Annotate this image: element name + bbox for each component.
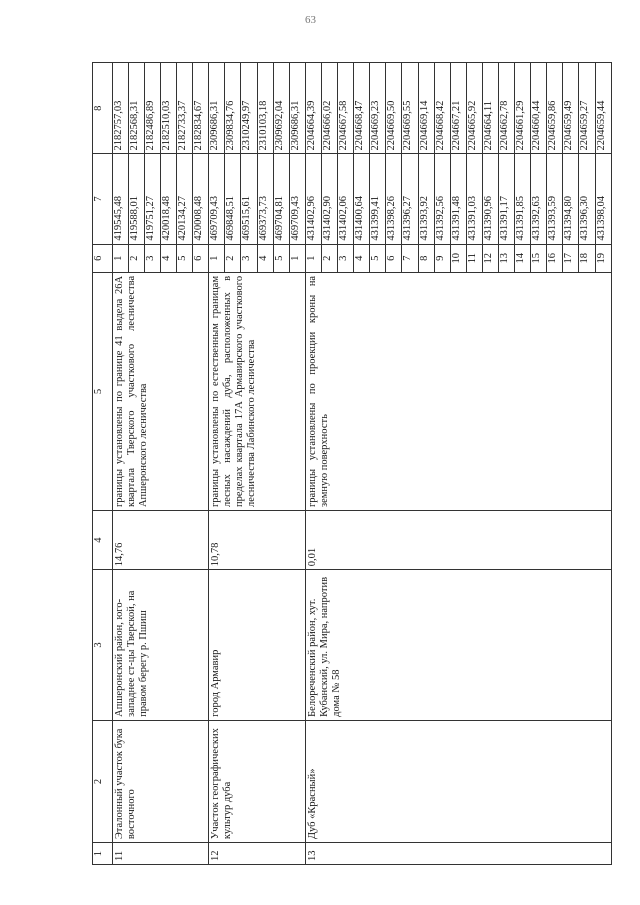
table-row xyxy=(112,63,128,865)
object-name-cell: Участок географических культур дуба xyxy=(209,720,306,842)
coord-x-cell: 469704,81 xyxy=(273,154,289,244)
coord-x-cell: 431398,26 xyxy=(386,154,402,244)
point-number-cell: 2 xyxy=(128,244,144,272)
coord-x-cell: 420018,48 xyxy=(161,154,177,244)
coord-y-cell: 2204669,14 xyxy=(418,63,434,154)
point-number-cell: 2 xyxy=(321,244,337,272)
point-number-cell: 4 xyxy=(161,244,177,272)
coord-x-cell: 419588,01 xyxy=(128,154,144,244)
point-number-cell: 10 xyxy=(450,244,466,272)
point-number-cell: 3 xyxy=(144,244,160,272)
point-number-cell: 5 xyxy=(273,244,289,272)
coord-x-cell: 431396,30 xyxy=(579,154,595,244)
record-number-cell: 12 xyxy=(209,843,306,865)
header-cell: 2 xyxy=(93,720,113,842)
point-number-cell: 12 xyxy=(482,244,498,272)
point-number-cell: 11 xyxy=(466,244,482,272)
coord-y-cell: 2310103,18 xyxy=(257,63,273,154)
point-number-cell: 18 xyxy=(579,244,595,272)
point-number-cell: 14 xyxy=(515,244,531,272)
coord-x-cell: 469709,43 xyxy=(209,154,225,244)
coord-y-cell: 2204665,92 xyxy=(466,63,482,154)
location-cell: город Армавир xyxy=(209,570,306,721)
page-number: 63 xyxy=(305,14,316,26)
coord-y-cell: 2204659,44 xyxy=(595,63,611,154)
point-number-cell: 1 xyxy=(209,244,225,272)
coord-x-cell: 431400,64 xyxy=(354,154,370,244)
coord-x-cell: 431396,27 xyxy=(402,154,418,244)
coord-x-cell: 469515,61 xyxy=(241,154,257,244)
coord-y-cell: 2182568,31 xyxy=(128,63,144,154)
coord-x-cell: 431402,06 xyxy=(338,154,354,244)
coord-y-cell: 2204660,44 xyxy=(531,63,547,154)
coord-x-cell: 469709,43 xyxy=(289,154,305,244)
coord-x-cell: 431393,92 xyxy=(418,154,434,244)
coord-y-cell: 2204668,42 xyxy=(434,63,450,154)
point-number-cell: 16 xyxy=(547,244,563,272)
coord-x-cell: 431402,90 xyxy=(321,154,337,244)
coord-y-cell: 2204664,39 xyxy=(305,63,321,154)
point-number-cell: 9 xyxy=(434,244,450,272)
coord-x-cell: 431392,63 xyxy=(531,154,547,244)
point-number-cell: 4 xyxy=(354,244,370,272)
point-number-cell: 15 xyxy=(531,244,547,272)
coord-y-cell: 2204669,55 xyxy=(402,63,418,154)
coord-y-cell: 2309686,31 xyxy=(209,63,225,154)
header-cell: 1 xyxy=(93,843,113,865)
table-row xyxy=(209,63,225,865)
coord-x-cell: 431390,96 xyxy=(482,154,498,244)
location-cell: Апшеронский район, юго-западнее ст-цы Тверской, на правом берегу р. Пшиш xyxy=(112,570,209,721)
area-cell: 0,01 xyxy=(305,511,611,570)
point-number-cell: 17 xyxy=(563,244,579,272)
rotated-table-container xyxy=(92,62,612,865)
header-cell: 3 xyxy=(93,570,113,721)
boundary-description-cell: границы установлены по границе 41 выдела 26А квартала Тверского участкового лесничества Апшеронского лесничества xyxy=(112,272,209,510)
location-cell: Белореченский район, хут. Кубанский, ул. Мира, напротив дома № 58 xyxy=(305,570,611,721)
header-cell: 8 xyxy=(93,63,113,154)
coord-y-cell: 2204669,23 xyxy=(370,63,386,154)
coord-x-cell: 431391,48 xyxy=(450,154,466,244)
coord-y-cell: 2204668,47 xyxy=(354,63,370,154)
coord-y-cell: 2182834,67 xyxy=(193,63,209,154)
point-number-cell: 1 xyxy=(305,244,321,272)
coord-y-cell: 2309692,04 xyxy=(273,63,289,154)
coord-y-cell: 2204659,27 xyxy=(579,63,595,154)
coord-y-cell: 2204662,78 xyxy=(498,63,514,154)
coord-x-cell: 420008,48 xyxy=(193,154,209,244)
point-number-cell: 3 xyxy=(338,244,354,272)
coord-y-cell: 2204659,49 xyxy=(563,63,579,154)
coord-y-cell: 2182510,03 xyxy=(161,63,177,154)
coord-x-cell: 431398,04 xyxy=(595,154,611,244)
coord-x-cell: 431391,17 xyxy=(498,154,514,244)
coord-x-cell: 419751,27 xyxy=(144,154,160,244)
coord-x-cell: 431391,85 xyxy=(515,154,531,244)
header-row xyxy=(93,63,113,865)
point-number-cell: 6 xyxy=(193,244,209,272)
point-number-cell: 19 xyxy=(595,244,611,272)
point-number-cell: 7 xyxy=(402,244,418,272)
point-number-cell: 1 xyxy=(112,244,128,272)
coord-y-cell: 2204664,11 xyxy=(482,63,498,154)
point-number-cell: 8 xyxy=(418,244,434,272)
coord-x-cell: 469373,73 xyxy=(257,154,273,244)
object-name-cell: Дуб «Красный» xyxy=(305,720,611,842)
record-number-cell: 11 xyxy=(112,843,209,865)
coord-y-cell: 2182733,37 xyxy=(177,63,193,154)
coord-x-cell: 431392,56 xyxy=(434,154,450,244)
point-number-cell: 3 xyxy=(241,244,257,272)
point-number-cell: 4 xyxy=(257,244,273,272)
coord-x-cell: 431394,80 xyxy=(563,154,579,244)
header-cell: 4 xyxy=(93,511,113,570)
coord-y-cell: 2204661,29 xyxy=(515,63,531,154)
coord-y-cell: 2204666,02 xyxy=(321,63,337,154)
area-cell: 14,76 xyxy=(112,511,209,570)
point-number-cell: 2 xyxy=(225,244,241,272)
point-number-cell: 1 xyxy=(289,244,305,272)
boundary-description-cell: границы установлены по проекции кроны на земную поверхность xyxy=(305,272,611,510)
coord-x-cell: 431391,03 xyxy=(466,154,482,244)
boundary-description-cell: границы установлены по естественным границам лесных насаждений дуба, расположенных в пределах квартала 17А Армавирского участкового лесничества Лабинского лесничества xyxy=(209,272,306,510)
coord-x-cell: 431402,96 xyxy=(305,154,321,244)
record-number-cell: 13 xyxy=(305,843,611,865)
coordinates-table xyxy=(92,62,612,865)
coord-y-cell: 2204667,58 xyxy=(338,63,354,154)
coord-x-cell: 420134,27 xyxy=(177,154,193,244)
point-number-cell: 5 xyxy=(370,244,386,272)
coord-y-cell: 2309834,76 xyxy=(225,63,241,154)
coord-x-cell: 431393,59 xyxy=(547,154,563,244)
coord-y-cell: 2182486,89 xyxy=(144,63,160,154)
coord-x-cell: 469848,51 xyxy=(225,154,241,244)
header-cell: 6 xyxy=(93,244,113,272)
header-cell: 5 xyxy=(93,272,113,510)
table-row xyxy=(305,63,321,865)
area-cell: 10,78 xyxy=(209,511,306,570)
coord-y-cell: 2204667,21 xyxy=(450,63,466,154)
header-cell: 7 xyxy=(93,154,113,244)
coord-y-cell: 2182757,03 xyxy=(112,63,128,154)
coord-x-cell: 419545,48 xyxy=(112,154,128,244)
object-name-cell: Эталонный участок бука восточного xyxy=(112,720,209,842)
point-number-cell: 13 xyxy=(498,244,514,272)
point-number-cell: 6 xyxy=(386,244,402,272)
coord-y-cell: 2204669,50 xyxy=(386,63,402,154)
coord-y-cell: 2310249,97 xyxy=(241,63,257,154)
coord-x-cell: 431399,41 xyxy=(370,154,386,244)
point-number-cell: 5 xyxy=(177,244,193,272)
coord-y-cell: 2204659,86 xyxy=(547,63,563,154)
coord-y-cell: 2309686,31 xyxy=(289,63,305,154)
